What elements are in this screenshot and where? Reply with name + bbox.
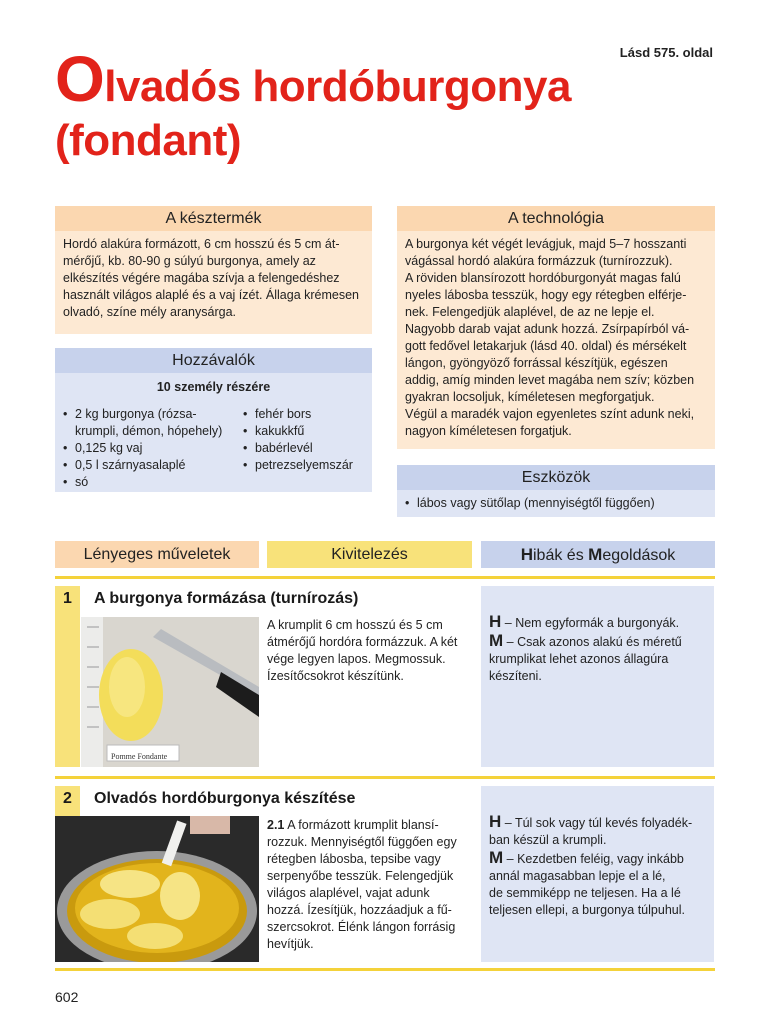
step-title: A burgonya formázása (turnírozás) xyxy=(94,590,359,607)
error-letter: H xyxy=(489,812,502,831)
column-execution: Kivitelezés xyxy=(267,541,472,568)
text-line: gott fedővel letakarjuk (lásd 40. oldal) és mérsékelt xyxy=(405,339,687,353)
text-line: Nagyobb darab vajat adunk hozzá. Zsírpapírból vá- xyxy=(405,322,690,336)
list-item: • fehér bors xyxy=(243,406,363,423)
text-line: addig, amíg minden levet magába nem szív; közben xyxy=(405,373,695,387)
divider xyxy=(55,776,715,779)
title-line1: lvadós hordóburgonya xyxy=(104,62,571,111)
errors-solutions-panel: H – Túl sok vagy túl kevés folyadék- ban készül a krumpli. M – Kezdetben feléig, vagy inkább annál magasabban lepje el a lé, de semmiképp ne teljesen. Ha a lé teljesen ellepi, a burgonya túlpuhul. xyxy=(481,786,714,962)
text-line: olvadó, színe mély aranysárga. xyxy=(63,305,237,319)
text-line: gyakran locsoljuk, kíméletesen megforgatjuk. xyxy=(405,390,655,404)
error-letter: H xyxy=(489,612,502,631)
potato-knife-image xyxy=(81,617,259,767)
text-line: mérőjű, kb. 80-90 g súlyú burgonya, amely az xyxy=(63,254,316,268)
sub-step-number: 2.1 xyxy=(267,818,285,832)
page-reference: Lásd 575. oldal xyxy=(619,45,713,60)
divider xyxy=(55,968,715,971)
ingredients-body xyxy=(55,373,372,492)
ingredients-heading: Hozzávalók xyxy=(55,348,372,373)
text-line: A burgonya két végét levágjuk, majd 5–7 hosszanti xyxy=(405,237,687,251)
list-item: • petrezselyemszár xyxy=(243,457,363,474)
solution-letter: M xyxy=(489,631,504,650)
errors-solutions-panel: H – Nem egyformák a burgonyák. M – Csak azonos alakú és méretű krumplikat lehet azonos állagúra készíteni. xyxy=(481,586,714,767)
technology-body xyxy=(397,231,715,449)
title-initial: O xyxy=(55,43,105,115)
photo-label: Pomme Fondante xyxy=(111,752,168,761)
tools-body xyxy=(397,490,715,517)
text-line: nek. Felengedjük alaplével, de az ne lepje el. xyxy=(405,305,655,319)
text-line: vágással hordó alakúra formázzuk (turnírozzuk). xyxy=(405,254,673,268)
list-item: • 0,5 l szárnyasalaplé xyxy=(63,457,243,474)
title-line2: (fondant) xyxy=(55,116,242,165)
step-description: A krumplit 6 cm hosszú és 5 cm átmérőjű hordóra formázzuk. A két vége legyen lapos. Megmossuk. Ízesítőcsokrot készítünk. xyxy=(267,618,458,683)
step-title: Olvadós hordóburgonya készítése xyxy=(94,790,356,807)
step-number: 2 xyxy=(55,786,80,962)
solution-letter: M xyxy=(489,848,504,867)
text-line: használt világos alaplé és a vaj ízét. Állaga krémesen xyxy=(63,288,359,302)
step-number: 1 xyxy=(55,586,80,767)
list-item: • lábos vagy sütőlap (mennyiségtől függően) xyxy=(405,495,707,512)
ingredients-list-left xyxy=(63,406,243,491)
text-line: A röviden blansírozott hordóburgonyát magas falú xyxy=(405,271,681,285)
column-operations: Lényeges műveletek xyxy=(55,541,259,568)
text-line: nyeles lábosba tesszük, hogy egy rétegben elférje- xyxy=(405,288,687,302)
technology-box xyxy=(397,206,715,449)
product-box xyxy=(55,206,372,334)
list-item: • só xyxy=(63,474,243,491)
list-item: • babérlevél xyxy=(243,440,363,457)
list-item: • 0,125 kg vaj xyxy=(63,440,243,457)
column-errors-solutions: Hibák és Megoldások xyxy=(481,541,715,568)
list-item: • 2 kg burgonya (rózsa- krumpli, démon, hópehely) xyxy=(63,406,243,440)
tools-box xyxy=(397,465,715,517)
potato-shaping-photo xyxy=(81,617,259,767)
page-number: 602 xyxy=(55,989,79,1005)
text-line: Hordó alakúra formázott, 6 cm hosszú és 5 cm át- xyxy=(63,237,340,251)
text-line: Végül a maradék vajon egyenletes színt adunk neki, xyxy=(405,407,695,421)
pan-photo xyxy=(55,816,259,962)
divider xyxy=(55,576,715,579)
text-line: elkészítés végére magába szívja a felengedéshez xyxy=(63,271,340,285)
technology-heading: A technológia xyxy=(397,206,715,231)
ingredients-list-right xyxy=(243,406,363,491)
ingredients-box xyxy=(55,348,372,492)
tools-heading: Eszközök xyxy=(397,465,715,490)
product-body xyxy=(55,231,372,334)
text-line: nagyon kíméletesen forgatjuk. xyxy=(405,424,572,438)
potatoes-in-pan-image xyxy=(55,816,259,962)
product-heading: A késztermék xyxy=(55,206,372,231)
ingredients-subheading: 10 személy részére xyxy=(156,380,271,394)
list-item: • kakukkfű xyxy=(243,423,363,440)
text-line: lángon, gyöngyöző forrással készítjük, egészen xyxy=(405,356,668,370)
step-description: 2.1 A formázott krumplit blansí- rozzuk. Mennyiségtől függően egy rétegben lábosba, tepsibe vagy serpenyőbe tesszük. Felengedjük világos alaplével, vajat adunk hozzá. Ízesítjük, hozzáadjuk a fű- szercsokrot. Élénk lángon forrásig hevítjük. xyxy=(267,818,457,951)
